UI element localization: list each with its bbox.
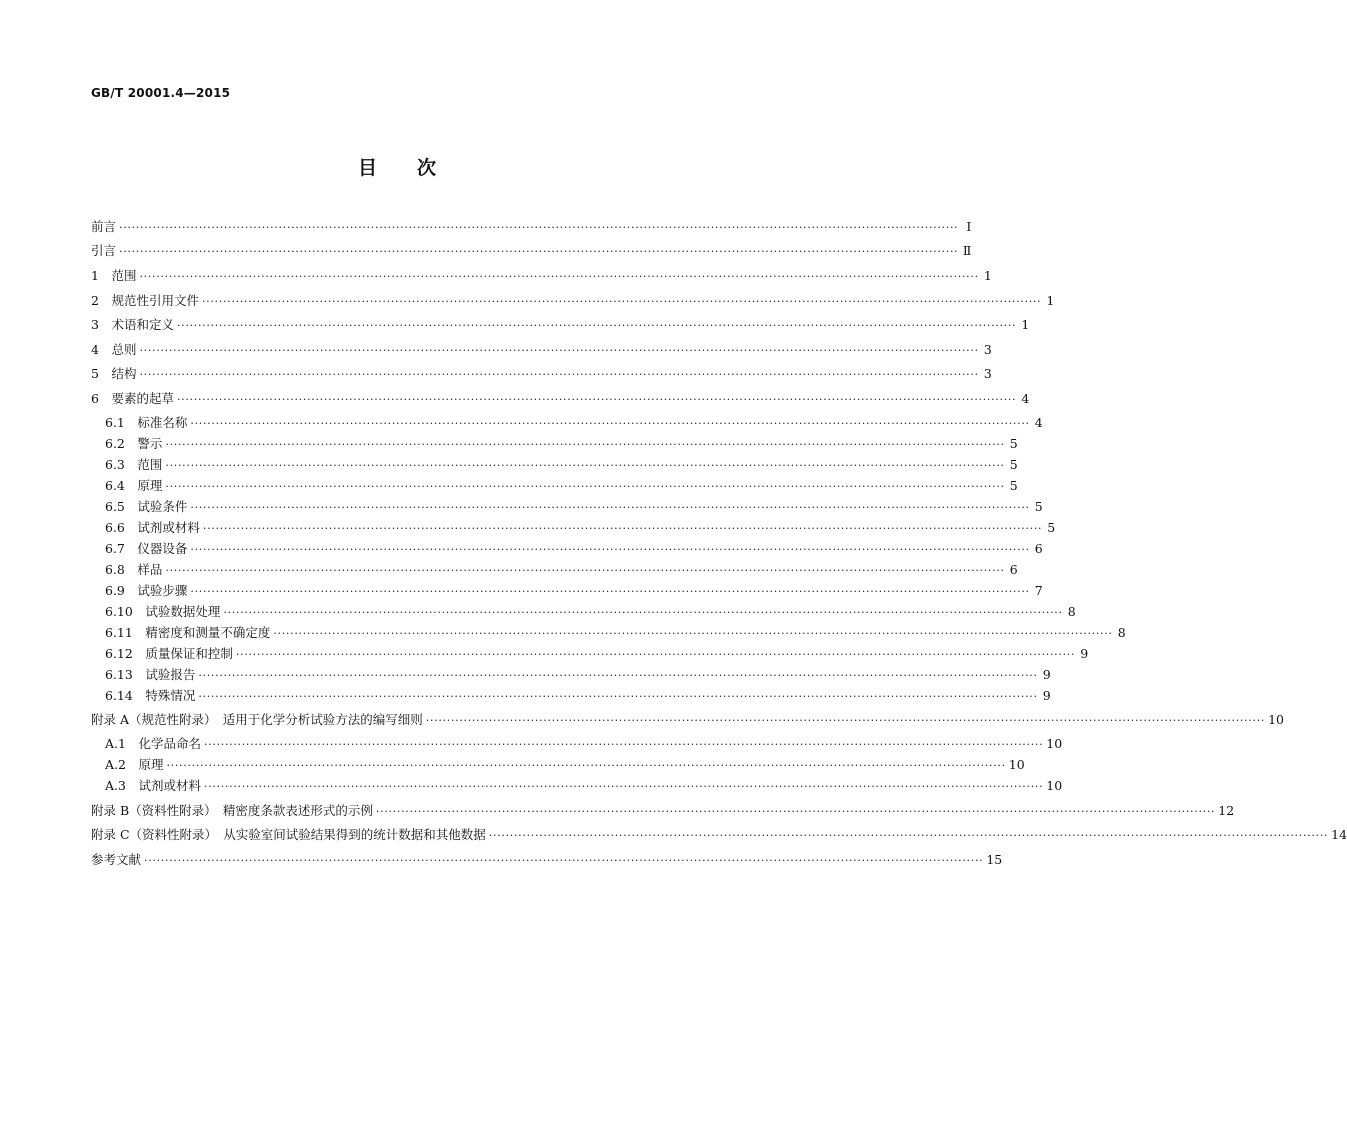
toc-entry-page-number: 8 xyxy=(1117,625,1126,640)
toc-entry[interactable] xyxy=(105,602,1076,622)
toc-leader-dots: ········································································································································································································ xyxy=(190,585,1030,598)
toc-entry[interactable] xyxy=(91,315,1030,335)
toc-leader-dots: ········································································································································································································ xyxy=(198,669,1038,682)
toc-entry[interactable] xyxy=(91,825,1347,845)
toc-leader-dots: ········································································································································································································ xyxy=(165,480,1005,493)
toc-leader-dots: ········································································································································································································ xyxy=(165,459,1005,472)
toc-entry-label: 3 术语和定义 xyxy=(91,317,174,332)
toc-entry[interactable] xyxy=(105,413,1043,433)
toc-entry[interactable] xyxy=(105,497,1043,517)
toc-leader-dots: ········································································································································································································ xyxy=(176,393,1017,406)
toc-entry-label: 引言 xyxy=(91,243,117,258)
toc-leader-dots: ········································································································································································································ xyxy=(119,245,959,258)
toc-entry-page-number: 14 xyxy=(1331,827,1347,842)
toc-entry-label: 6.5 试验条件 xyxy=(105,499,188,514)
toc-entry[interactable] xyxy=(105,455,1018,475)
toc-leader-dots: ········································································································································································································ xyxy=(273,627,1113,640)
toc-leader-dots: ········································································································································································································ xyxy=(202,522,1043,535)
toc-entry-page-number: 3 xyxy=(983,366,992,381)
toc-entry[interactable] xyxy=(105,665,1051,685)
toc-entry[interactable] xyxy=(91,291,1055,311)
toc-entry[interactable] xyxy=(91,850,1003,870)
toc-entry[interactable] xyxy=(105,623,1126,643)
toc-entry-page-number: 9 xyxy=(1080,646,1089,661)
toc-entry[interactable] xyxy=(91,266,992,286)
toc-leader-dots: ········································································································································································································ xyxy=(176,319,1017,332)
toc-entry[interactable] xyxy=(105,686,1051,706)
toc-leader-dots: ········································································································································································································ xyxy=(190,543,1030,556)
toc-entry-label: 6.14 特殊情况 xyxy=(105,688,196,703)
toc-entry-page-number: 1 xyxy=(1021,317,1030,332)
toc-entry-page-number: Ⅰ xyxy=(966,219,972,234)
toc-entry-page-number: 3 xyxy=(983,342,992,357)
toc-entry-page-number: Ⅱ xyxy=(962,243,972,258)
toc-entry[interactable] xyxy=(91,389,1030,409)
toc-entry-label: 1 范围 xyxy=(91,268,137,283)
toc-entry[interactable] xyxy=(105,734,1063,754)
toc-leader-dots: ········································································································································································································ xyxy=(166,759,1006,772)
toc-entry-page-number: 4 xyxy=(1034,415,1043,430)
document-number: GB/T 20001.4—2015 xyxy=(91,86,231,100)
toc-entry-page-number: 1 xyxy=(983,268,992,283)
toc-entry-label: 6 要素的起草 xyxy=(91,391,174,406)
toc-entry-label: 6.4 原理 xyxy=(105,478,163,493)
toc-entry[interactable] xyxy=(105,755,1025,775)
toc-entry[interactable] xyxy=(91,340,992,360)
toc-entry[interactable] xyxy=(91,801,1235,821)
toc-leader-dots: ········································································································································································································ xyxy=(235,648,1076,661)
toc-entry-label: 附录 A（规范性附录） 适用于化学分析试验方法的编写细则 xyxy=(91,712,423,727)
toc-leader-dots: ········································································································································································································ xyxy=(198,690,1038,703)
toc-entry-label: 6.13 试验报告 xyxy=(105,667,196,682)
toc-entry-page-number: 5 xyxy=(1009,478,1018,493)
toc-entry-label: 6.12 质量保证和控制 xyxy=(105,646,233,661)
toc-entry-page-number: 6 xyxy=(1034,541,1043,556)
toc-leader-dots: ········································································································································································································ xyxy=(425,714,1266,727)
toc-entry-page-number: 5 xyxy=(1034,499,1043,514)
toc-entry-page-number: 10 xyxy=(1046,778,1063,793)
toc-entry-label: 5 结构 xyxy=(91,366,137,381)
toc-entry-label: 6.6 试剂或材料 xyxy=(105,520,200,535)
toc-entry-page-number: 10 xyxy=(1268,712,1284,727)
toc-leader-dots: ········································································································································································································ xyxy=(119,221,959,234)
toc-leader-dots: ········································································································································································································ xyxy=(190,501,1030,514)
page-title: 目次 xyxy=(357,157,476,179)
toc-leader-dots: ········································································································································································································ xyxy=(223,606,1063,619)
toc-leader-dots: ········································································································································································································ xyxy=(165,438,1005,451)
toc-entry-page-number: 9 xyxy=(1042,667,1051,682)
toc-entry-page-number: 5 xyxy=(1047,520,1056,535)
toc-leader-dots: ········································································································································································································ xyxy=(144,854,984,867)
toc-entry-page-number: 9 xyxy=(1042,688,1051,703)
toc-entry[interactable] xyxy=(91,710,1284,730)
toc-entry-page-number: 12 xyxy=(1218,803,1235,818)
toc-leader-dots: ········································································································································································································ xyxy=(139,270,979,283)
toc-entry[interactable] xyxy=(105,644,1089,664)
toc-entry-label: 附录 C（资料性附录） 从实验室间试验结果得到的统计数据和其他数据 xyxy=(91,827,486,842)
toc-entry-page-number: 15 xyxy=(986,852,1003,867)
toc-entry-label: 6.10 试验数据处理 xyxy=(105,604,221,619)
toc-entry[interactable] xyxy=(105,476,1018,496)
toc-leader-dots: ········································································································································································································ xyxy=(165,564,1005,577)
toc-entry-label: 6.1 标准名称 xyxy=(105,415,188,430)
toc-entry-label: A.3 试剂或材料 xyxy=(105,778,201,793)
toc-entry-label: 6.9 试验步骤 xyxy=(105,583,188,598)
toc-entry-page-number: 5 xyxy=(1009,457,1018,472)
toc-leader-dots: ········································································································································································································ xyxy=(139,368,979,381)
toc-entry[interactable] xyxy=(105,518,1056,538)
toc-entry-label: 4 总则 xyxy=(91,342,137,357)
toc-leader-dots: ········································································································································································································ xyxy=(139,344,979,357)
toc-entry-label: 6.8 样品 xyxy=(105,562,163,577)
toc-entry-label: 附录 B（资料性附录） 精密度条款表述形式的示例 xyxy=(91,803,373,818)
toc-entry[interactable] xyxy=(105,560,1018,580)
toc-entry[interactable] xyxy=(105,581,1043,601)
toc-entry-label: 前言 xyxy=(91,219,117,234)
toc-entry-label: 6.2 警示 xyxy=(105,436,163,451)
toc-leader-dots: ········································································································································································································ xyxy=(375,805,1216,818)
toc-entry-page-number: 6 xyxy=(1009,562,1018,577)
toc-leader-dots: ········································································································································································································ xyxy=(190,417,1030,430)
toc-entry-page-number: 4 xyxy=(1021,391,1030,406)
toc-entry[interactable] xyxy=(91,364,992,384)
toc-entry-label: A.1 化学品命名 xyxy=(105,736,201,751)
toc-entry-label: A.2 原理 xyxy=(105,757,164,772)
toc-entry-page-number: 10 xyxy=(1046,736,1063,751)
toc-entry[interactable] xyxy=(105,776,1063,796)
toc-entry[interactable] xyxy=(105,539,1043,559)
toc-leader-dots: ········································································································································································································ xyxy=(488,829,1329,842)
toc-entry-page-number: 10 xyxy=(1008,757,1025,772)
toc-leader-dots: ········································································································································································································ xyxy=(201,295,1042,308)
toc-leader-dots: ········································································································································································································ xyxy=(203,738,1044,751)
toc-entry-label: 6.7 仪器设备 xyxy=(105,541,188,556)
toc-entry[interactable] xyxy=(91,217,972,237)
toc-entry-page-number: 8 xyxy=(1067,604,1076,619)
toc-entry[interactable] xyxy=(105,434,1018,454)
toc-entry-label: 6.3 范围 xyxy=(105,457,163,472)
toc-leader-dots: ········································································································································································································ xyxy=(203,780,1044,793)
toc-entry-label: 6.11 精密度和测量不确定度 xyxy=(105,625,271,640)
toc-entry-label: 2 规范性引用文件 xyxy=(91,293,199,308)
toc-entry-page-number: 7 xyxy=(1034,583,1043,598)
toc-entry-label: 参考文献 xyxy=(91,852,142,867)
toc-entry-page-number: 1 xyxy=(1046,293,1055,308)
toc-entry-page-number: 5 xyxy=(1009,436,1018,451)
toc-entry[interactable] xyxy=(91,241,972,261)
